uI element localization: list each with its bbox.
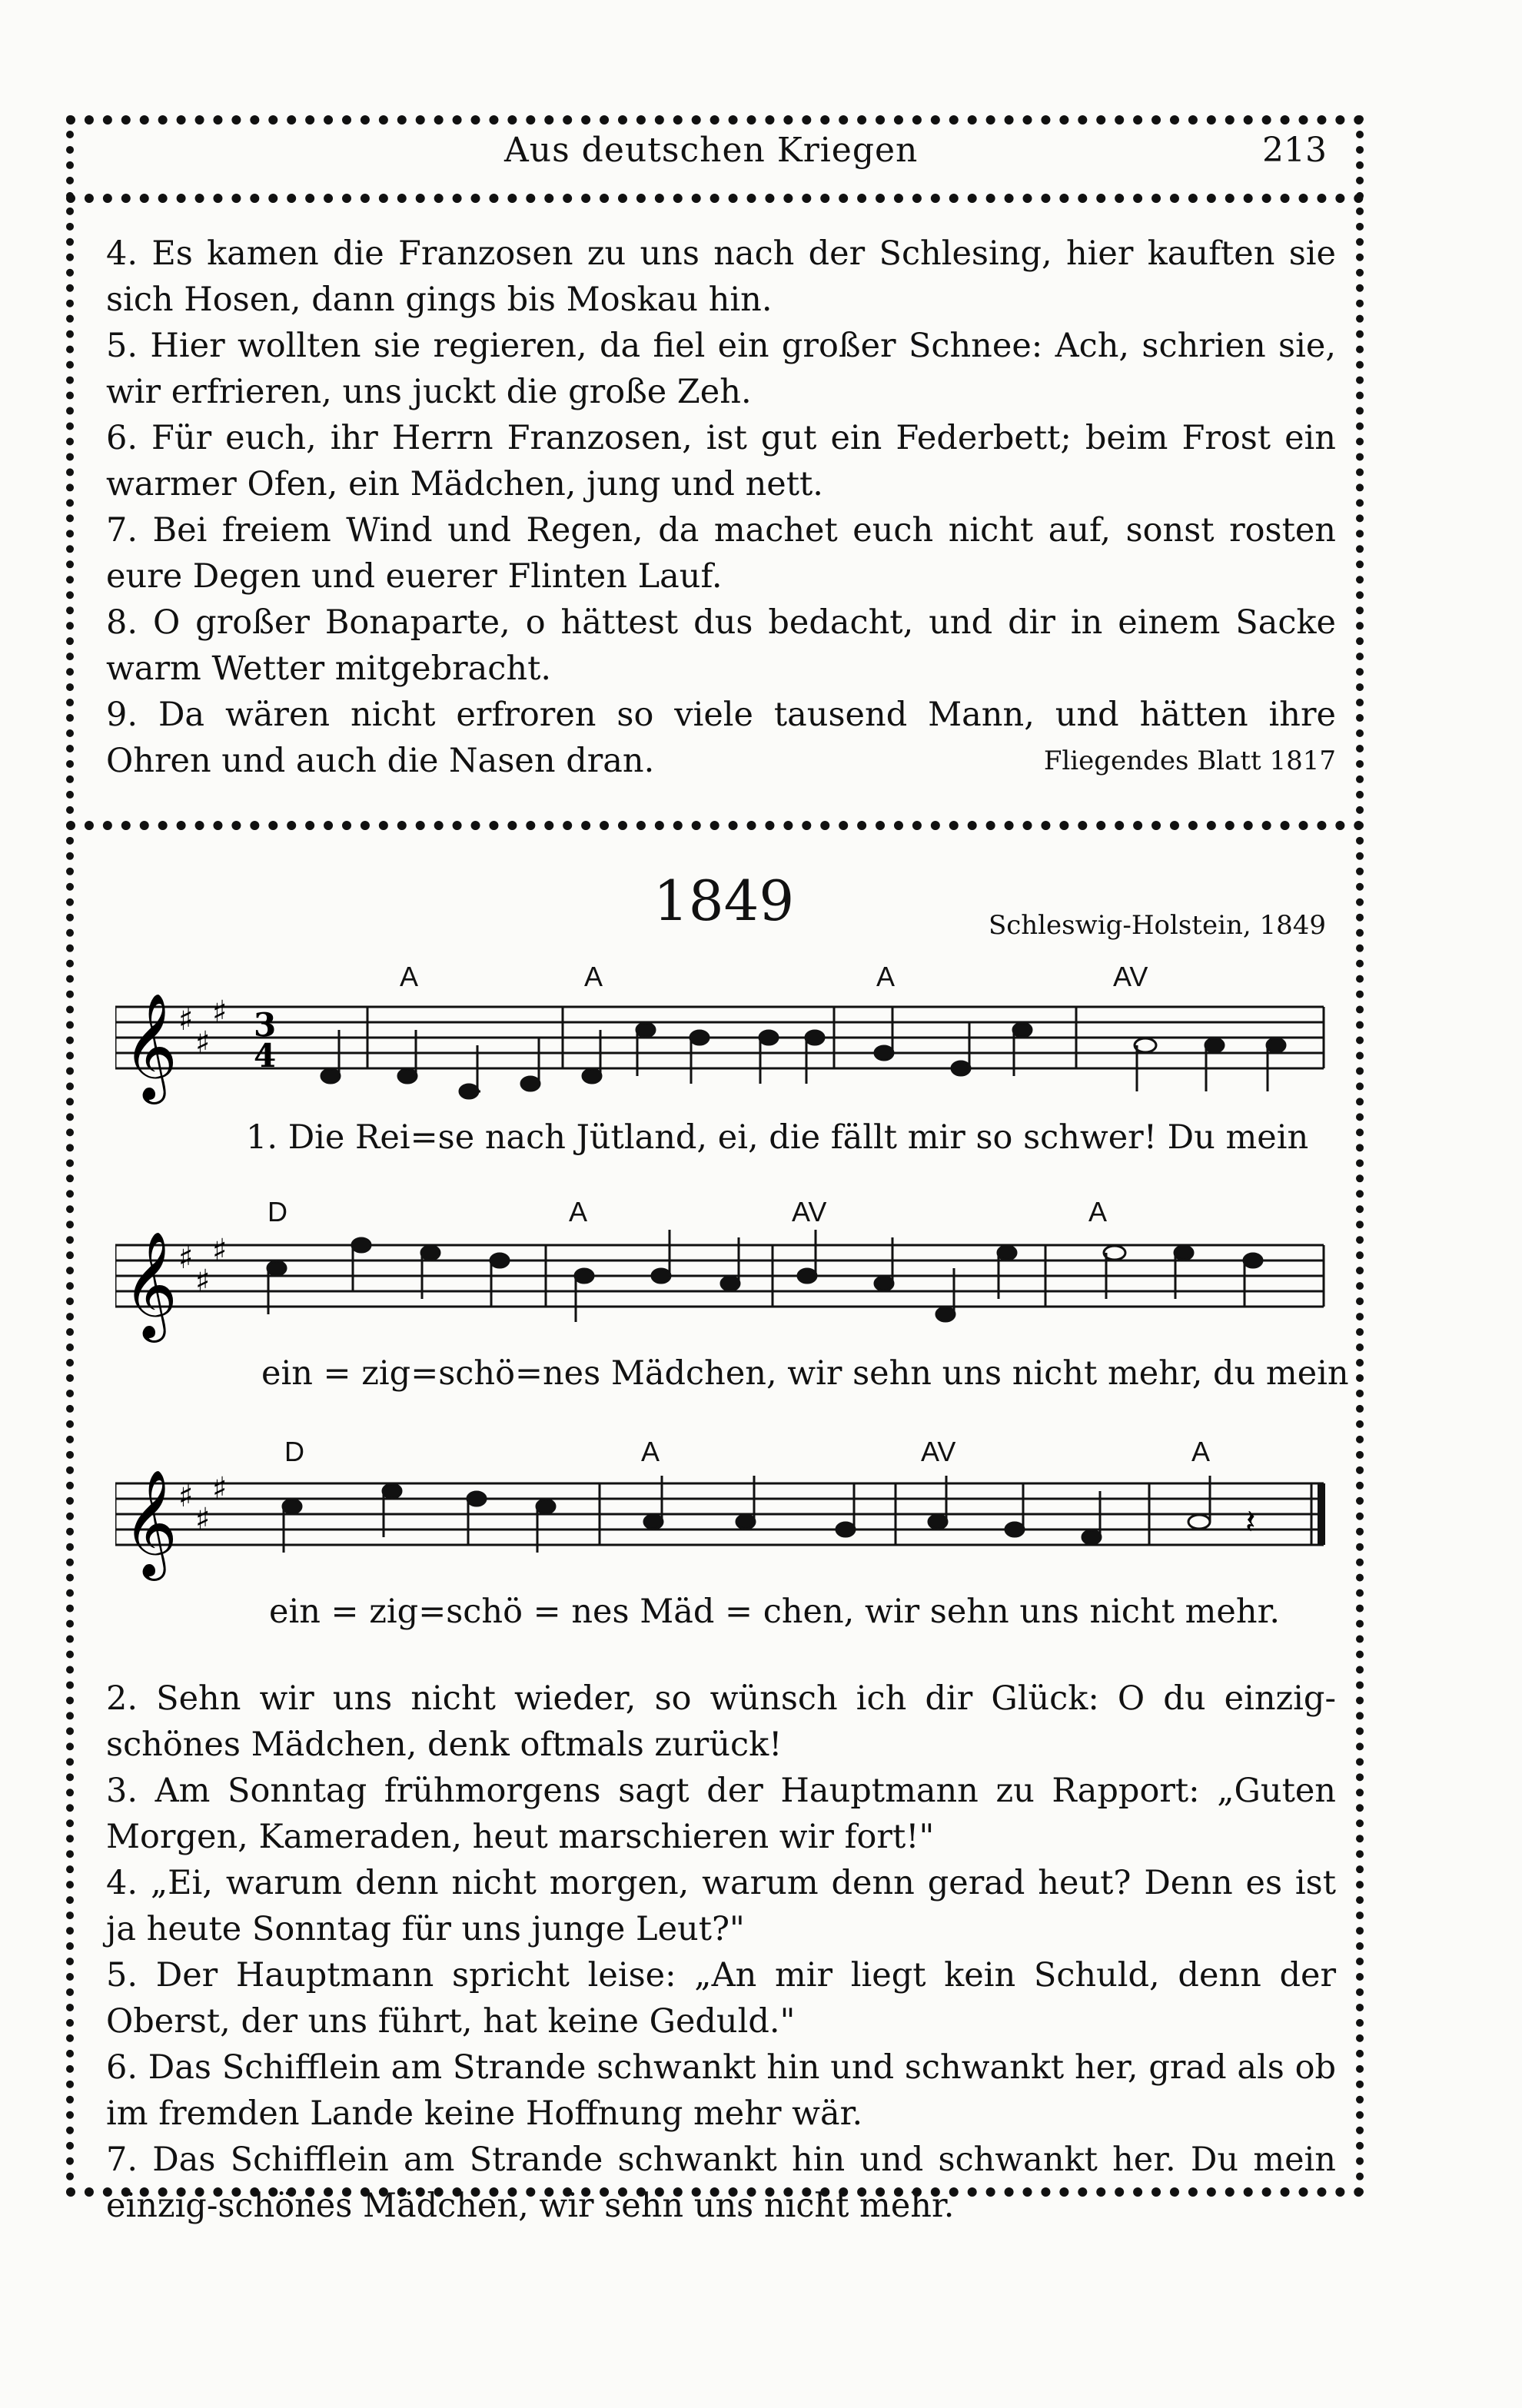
chord-symbol: A: [1191, 1436, 1211, 1467]
quarter-rest: 𝄽: [1245, 1503, 1256, 1542]
song-title: 1849: [653, 869, 795, 933]
music-staff-2: [115, 1222, 1330, 1353]
chord-symbol: A: [641, 1436, 660, 1467]
song-origin: Schleswig-Holstein, 1849: [988, 910, 1326, 941]
verse: 9. Da wären nicht erfroren so viele tausend Mann, und hätten ihre Ohren und auch die Nasen dran.: [106, 696, 1336, 780]
music-staff-1: [115, 991, 1330, 1122]
svg-text:♯: ♯: [212, 1233, 228, 1268]
lyric-line-1: 1. Die Rei=se nach Jütland, ei, die fällt mir so schwer! Du mein: [246, 1118, 1309, 1157]
svg-text:♯: ♯: [178, 1479, 194, 1514]
chord-symbol: A: [1088, 1196, 1108, 1227]
verse: 5. Hier wollten sie regieren, da fiel ein großer Schnee: Ach, schrien sie, wir erfrieren, uns juckt die große Zeh.: [106, 327, 1336, 411]
verse: 8. O großer Bonaparte, o hättest dus bedacht, und dir in einem Sacke warm Wetter mitgebracht.: [106, 603, 1336, 688]
svg-text:♯: ♯: [195, 1264, 211, 1299]
lyric-line-2: ein = zig=schö=nes Mädchen, wir sehn uns nicht mehr, du mein: [261, 1354, 1349, 1393]
chord-symbol: A: [569, 1196, 588, 1227]
verse: 4. Es kamen die Franzosen zu uns nach der Schlesing, hier kauften sie sich Hosen, dann gings bis Moskau hin.: [106, 234, 1336, 319]
treble-clef: 𝄞: [123, 993, 178, 1100]
song-verses: [106, 1676, 1336, 2225]
chord-symbol: AV: [1113, 961, 1148, 992]
chord-symbol: AV: [921, 1436, 956, 1467]
music-staff-3: [115, 1460, 1330, 1591]
chord-symbol: A: [876, 961, 896, 992]
source-attribution: Fliegendes Blatt 1817: [1043, 746, 1336, 776]
time-signature-bottom: 4: [254, 1037, 277, 1074]
svg-text:♯: ♯: [178, 1241, 194, 1276]
page-number: 213: [1262, 131, 1327, 170]
verse: 2. Sehn wir uns nicht wieder, so wünsch ich dir Glück: O du einzig-schönes Mädchen, denk oftmals zurück!: [106, 1679, 1336, 1764]
verse: 5. Der Hauptmann spricht leise: „An mir liegt kein Schuld, denn der Oberst, der uns führt, hat keine Geduld.": [106, 1956, 1336, 2041]
song-separator: [66, 821, 1364, 830]
time-signature-top: 3: [254, 1006, 277, 1044]
svg-text:𝄞: 𝄞: [123, 1231, 178, 1338]
svg-text:♯: ♯: [195, 1025, 211, 1061]
running-header: [74, 131, 1350, 184]
svg-text:♯: ♯: [212, 995, 228, 1030]
running-title: Aus deutschen Kriegen: [504, 131, 919, 170]
svg-text:♯: ♯: [212, 1471, 228, 1506]
chord-symbol: D: [284, 1436, 304, 1467]
verse: 7. Bei freiem Wind und Regen, da machet euch nicht auf, sonst rosten eure Degen und euerer Flinten Lauf.: [106, 511, 1336, 596]
verse: 7. Das Schifflein am Strande schwankt hin und schwankt her. Du mein einzig-schönes Mädchen, wir sehn uns nicht mehr.: [106, 2141, 1336, 2225]
chord-symbol: D: [268, 1196, 287, 1227]
verse: 3. Am Sonntag frühmorgens sagt der Hauptmann zu Rapport: „Guten Morgen, Kameraden, heut marschieren wir fort!": [106, 1772, 1336, 1856]
verse: 6. Für euch, ihr Herrn Franzosen, ist gut ein Federbett; beim Frost ein warmer Ofen, ein Mädchen, jung und nett.: [106, 419, 1336, 503]
chord-symbol: AV: [792, 1196, 827, 1227]
verse: 4. „Ei, warum denn nicht morgen, warum denn gerad heut? Denn es ist ja heute Sonntag für uns junge Leut?": [106, 1864, 1336, 1948]
verse: 6. Das Schifflein am Strande schwankt hin und schwankt her, grad als ob im fremden Lande keine Hoffnung mehr wär.: [106, 2048, 1336, 2133]
chord-symbol: A: [400, 961, 419, 992]
lyric-line-3: ein = zig=schö = nes Mäd = chen, wir sehn uns nicht mehr.: [269, 1593, 1281, 1631]
svg-text:♯: ♯: [195, 1502, 211, 1537]
previous-song-verses: [106, 231, 1336, 784]
header-separator: [66, 194, 1364, 203]
svg-text:♯: ♯: [178, 1002, 194, 1038]
chord-symbol: A: [584, 961, 603, 992]
svg-text:𝄞: 𝄞: [123, 1470, 178, 1576]
